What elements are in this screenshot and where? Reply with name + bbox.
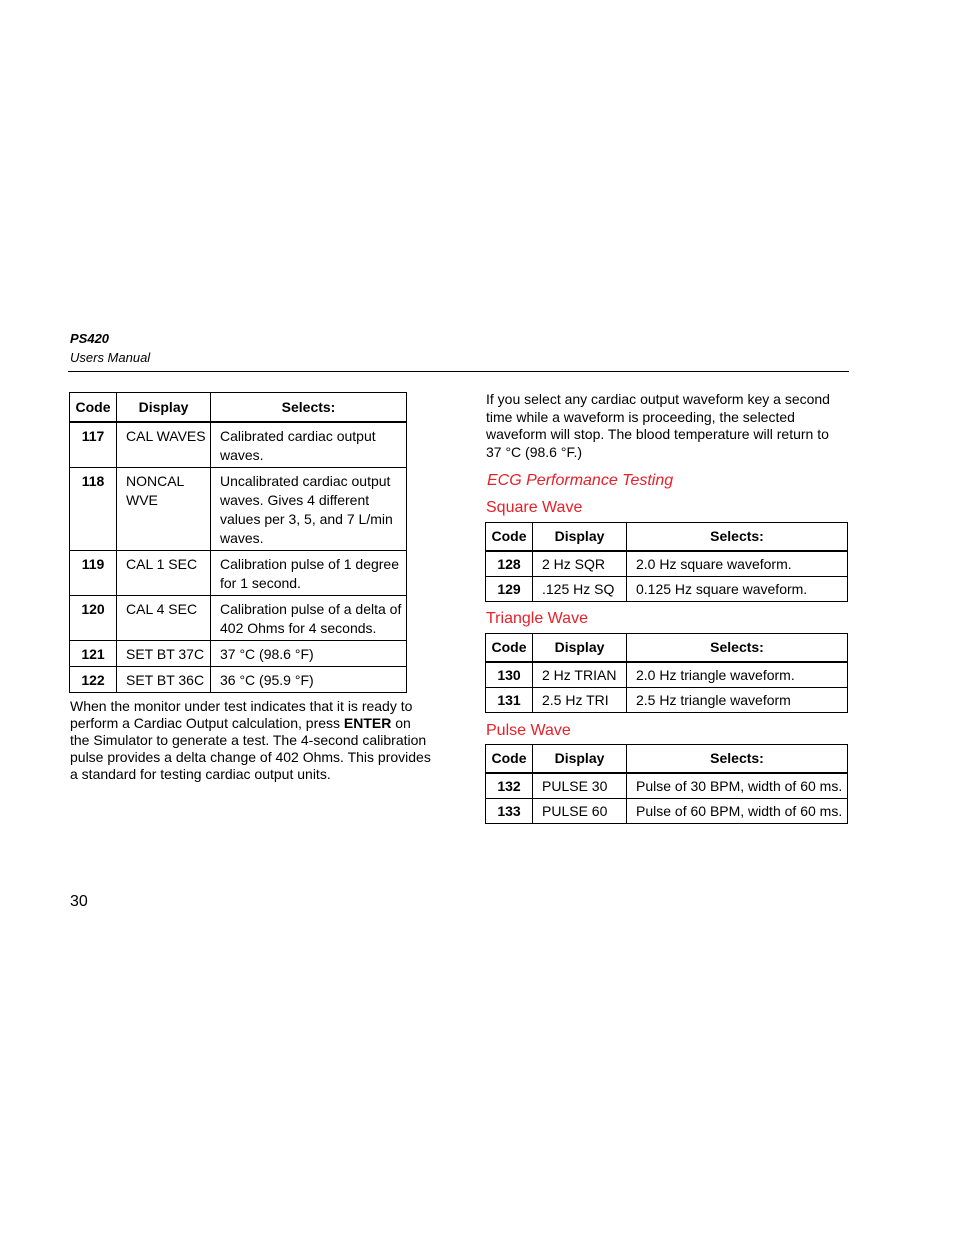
code-cell: 129 [486, 577, 533, 602]
column-header-selects: Selects: [211, 393, 407, 423]
selects-cell: 37 °C (98.6 °F) [211, 641, 407, 667]
selects-cell: 2.0 Hz square waveform. [627, 551, 848, 577]
display-cell: CAL WAVES [117, 422, 211, 468]
display-cell: CAL 1 SEC [117, 551, 211, 596]
display-cell: 2.5 Hz TRI [533, 688, 627, 713]
display-cell: SET BT 37C [117, 641, 211, 667]
display-cell: NONCAL WVE [117, 468, 211, 551]
code-cell: 122 [70, 667, 117, 693]
display-cell: PULSE 30 [533, 773, 627, 799]
table-header-row [486, 634, 848, 663]
table-row [486, 577, 848, 602]
table-row [70, 667, 407, 693]
selects-cell: 2.0 Hz triangle waveform. [627, 662, 848, 688]
cardiac-output-instructions [70, 698, 432, 783]
selects-cell: 2.5 Hz triangle waveform [627, 688, 848, 713]
selects-cell: 36 °C (95.9 °F) [211, 667, 407, 693]
instructions-text: on the Simulator to generate a test. The 4-second calibration pulse provides a delta change of 402 Ohms. This provides a standard for testing cardiac output units. [70, 715, 431, 782]
subheading-square-wave: Square Wave [486, 499, 583, 516]
selects-cell: Pulse of 30 BPM, width of 60 ms. [627, 773, 848, 799]
column-header-selects: Selects: [627, 523, 848, 552]
table-row [486, 799, 848, 824]
code-cell: 121 [70, 641, 117, 667]
code-cell: 117 [70, 422, 117, 468]
display-cell: .125 Hz SQ [533, 577, 627, 602]
display-cell: 2 Hz TRIAN [533, 662, 627, 688]
table-header-row [486, 745, 848, 774]
column-header-selects: Selects: [627, 745, 848, 774]
table-row [70, 422, 407, 468]
manual-product-title: PS420 [70, 331, 110, 346]
page-number: 30 [70, 893, 88, 910]
square-wave-table [485, 522, 848, 602]
display-cell: PULSE 60 [533, 799, 627, 824]
cardiac-output-table [69, 392, 407, 693]
column-header-display: Display [533, 634, 627, 663]
column-header-selects: Selects: [627, 634, 848, 663]
selects-cell: Calibration pulse of a delta of 402 Ohms for 4 seconds. [211, 596, 407, 641]
triangle-wave-table [485, 633, 848, 713]
table-row [70, 596, 407, 641]
display-cell: 2 Hz SQR [533, 551, 627, 577]
instructions-text: When the monitor under test indicates that it is ready to perform a Cardiac Output calculation, press [70, 698, 413, 731]
column-header-display: Display [533, 523, 627, 552]
display-cell: CAL 4 SEC [117, 596, 211, 641]
code-cell: 130 [486, 662, 533, 688]
code-cell: 131 [486, 688, 533, 713]
column-header-code: Code [70, 393, 117, 423]
code-cell: 128 [486, 551, 533, 577]
table-row [486, 662, 848, 688]
code-cell: 132 [486, 773, 533, 799]
table-row [486, 688, 848, 713]
table-row [70, 551, 407, 596]
table-row [70, 641, 407, 667]
table-header-row [70, 393, 407, 423]
column-header-code: Code [486, 745, 533, 774]
selects-cell: Calibrated cardiac output waves. [211, 422, 407, 468]
table-row [486, 773, 848, 799]
table-row [486, 551, 848, 577]
display-cell: SET BT 36C [117, 667, 211, 693]
column-header-display: Display [117, 393, 211, 423]
manual-subtitle: Users Manual [70, 350, 151, 365]
column-header-code: Code [486, 523, 533, 552]
enter-key-label: ENTER [343, 715, 392, 731]
column-header-code: Code [486, 634, 533, 663]
code-cell: 119 [70, 551, 117, 596]
table-header-row [486, 523, 848, 552]
selects-cell: Pulse of 60 BPM, width of 60 ms. [627, 799, 848, 824]
selects-cell: 0.125 Hz square waveform. [627, 577, 848, 602]
subheading-triangle-wave: Triangle Wave [486, 610, 588, 627]
table-row [70, 468, 407, 551]
waveform-stop-note: If you select any cardiac output waveform key a second time while a waveform is proceeding, the selected waveform will stop. The blood temperature will return to 37 °C (98.6 °F.) [486, 391, 830, 460]
selects-cell: Uncalibrated cardiac output waves. Gives 4 different values per 3, 5, and 7 L/min waves. [211, 468, 407, 551]
header-divider [68, 371, 849, 372]
selects-cell: Calibration pulse of 1 degree for 1 second. [211, 551, 407, 596]
section-heading-ecg-performance: ECG Performance Testing [487, 472, 674, 489]
code-cell: 120 [70, 596, 117, 641]
code-cell: 118 [70, 468, 117, 551]
pulse-wave-table [485, 744, 848, 824]
code-cell: 133 [486, 799, 533, 824]
subheading-pulse-wave: Pulse Wave [486, 722, 571, 739]
column-header-display: Display [533, 745, 627, 774]
